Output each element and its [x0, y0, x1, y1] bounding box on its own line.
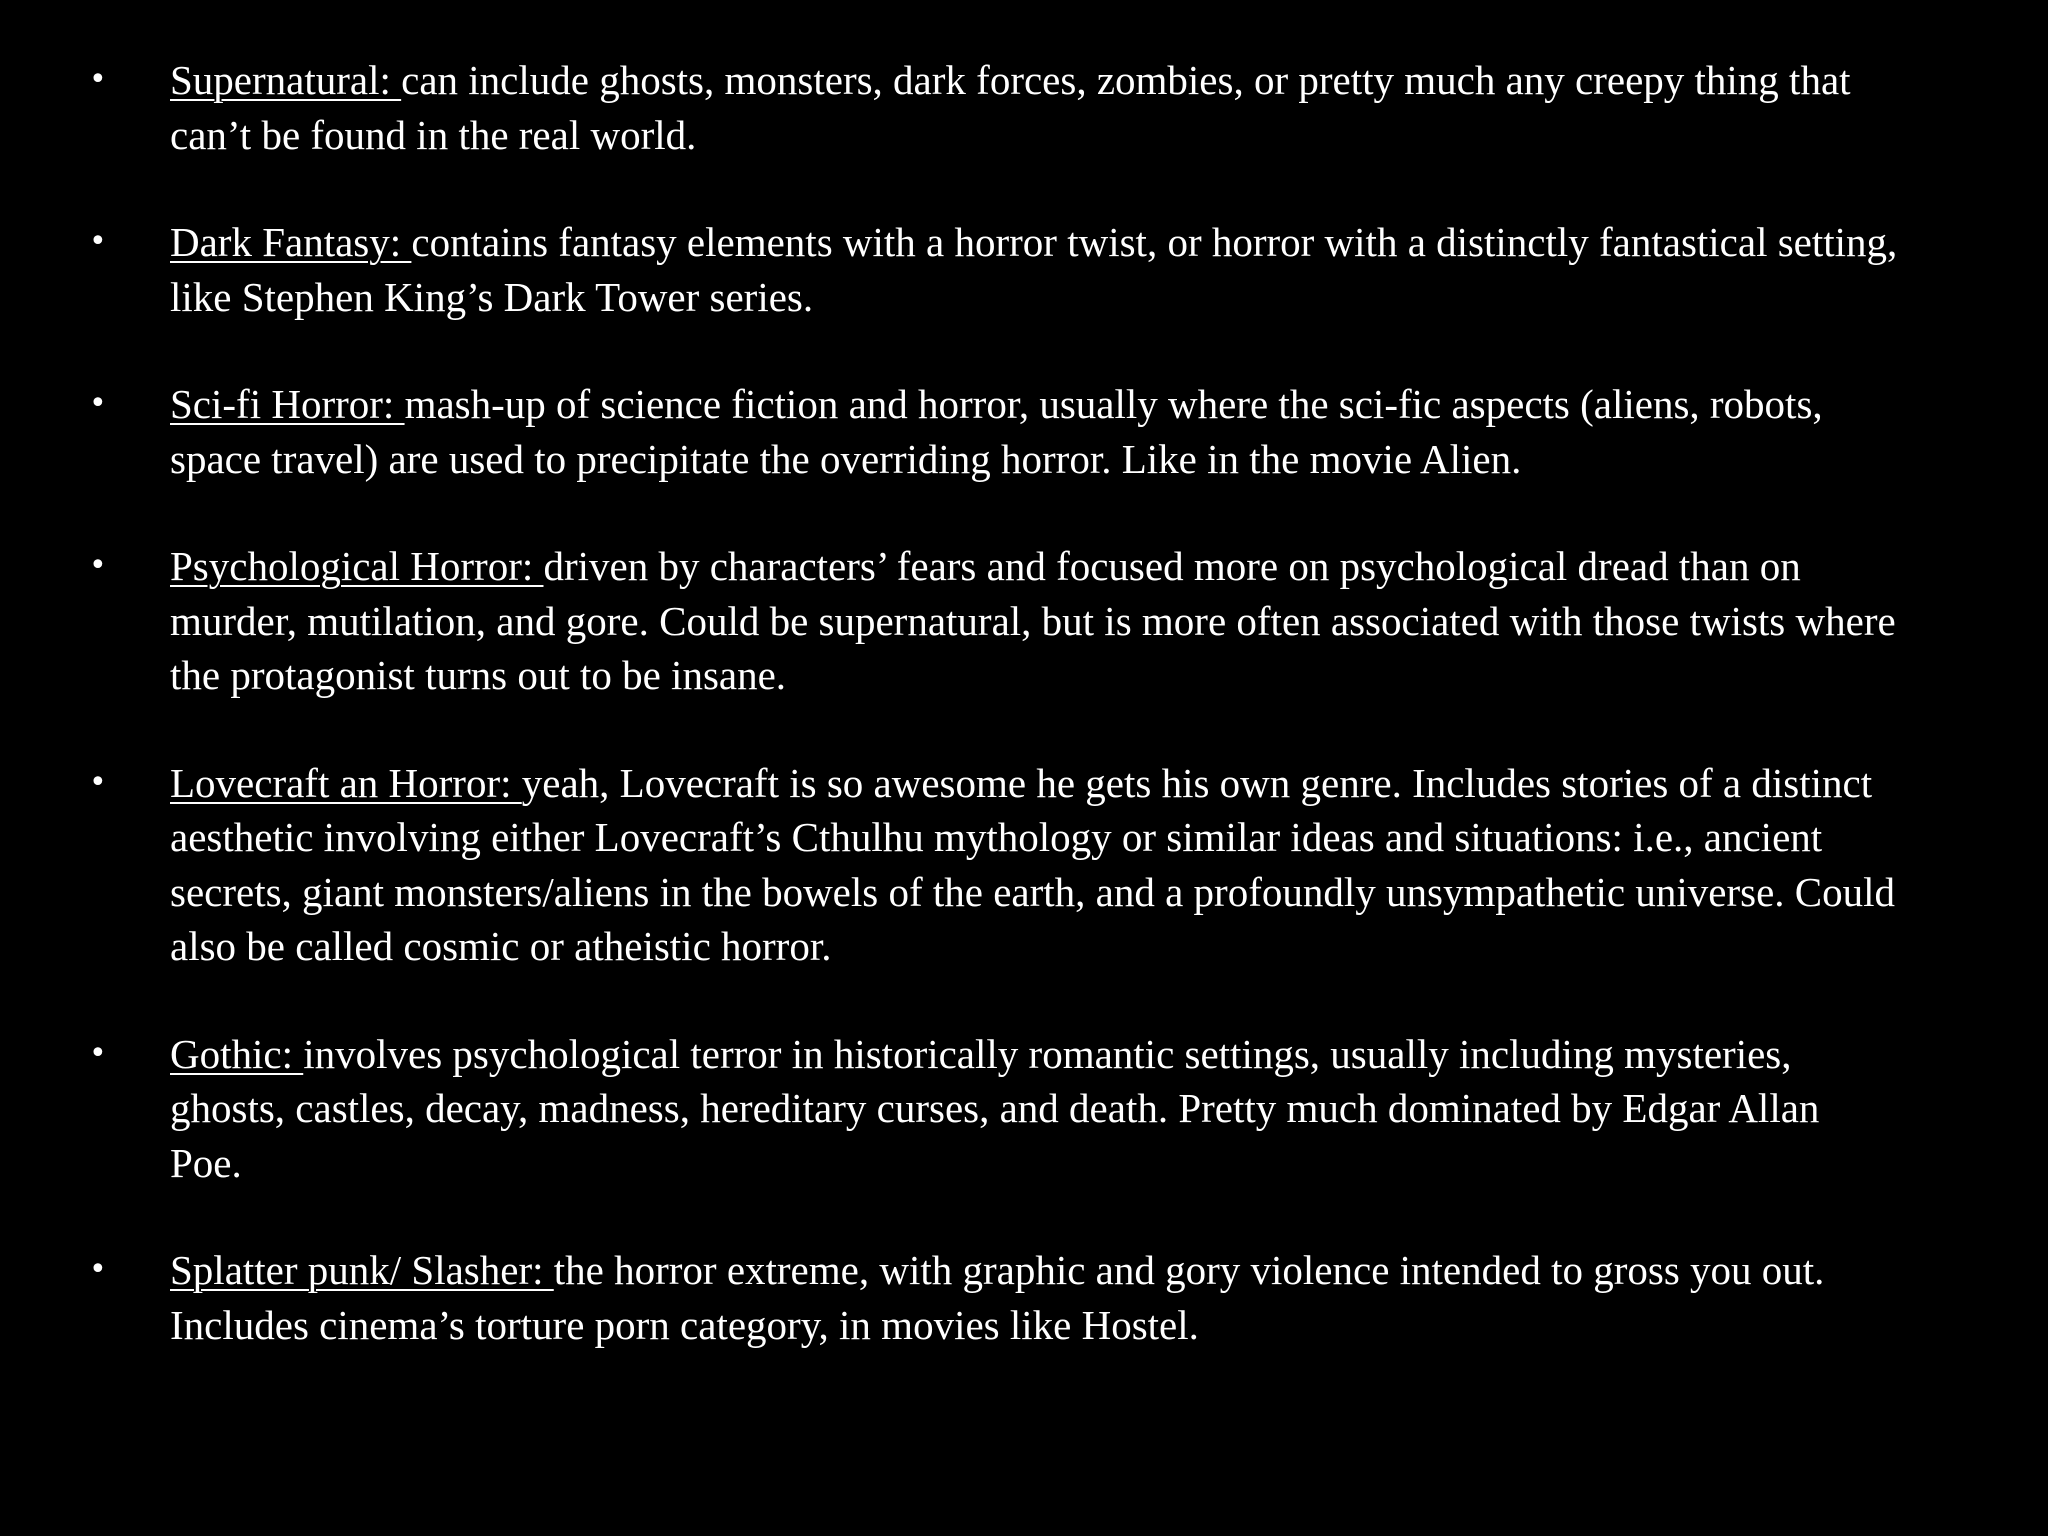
genre-term: Supernatural:	[170, 57, 402, 103]
bullet-icon: •	[89, 1035, 107, 1071]
bullet-icon: •	[89, 386, 107, 421]
genre-term: Sci-fi Horror:	[170, 381, 405, 427]
bullet-icon: •	[89, 62, 107, 97]
list-item-gothic	[0, 1027, 2048, 1191]
list-item-lovecraftian-horror	[0, 756, 2048, 974]
genre-description: the horror extreme, with graphic and gory violence intended to gross you out. Includes cinema’s torture porn category, in movies like Hostel.	[170, 1247, 1825, 1348]
genre-description: yeah, Lovecraft is so awesome he gets his own genre. Includes stories of a distinct aesthetic involving either Lovecraft’s Cthulhu mythology or similar ideas and situations: i.e., ancient secrets, giant monsters/aliens in the bowels of the earth, and a profoundly unsympathetic universe. Could also be called cosmic or atheistic horror.	[170, 759, 1896, 969]
genre-description: can include ghosts, monsters, dark forces, zombies, or pretty much any creepy thing that can’t be found in the real world.	[170, 57, 1851, 158]
bullet-icon: •	[89, 548, 107, 583]
genre-description: involves psychological terror in historically romantic settings, usually including mysteries, ghosts, castles, decay, madness, hereditary curses, and death. Pretty much dominated by Edgar Allan Poe.	[170, 1030, 1820, 1186]
bullet-icon: •	[89, 224, 107, 259]
genre-term: Gothic:	[170, 1030, 304, 1077]
list-item-supernatural	[0, 53, 2048, 162]
genre-description: driven by characters’ fears and focused more on psychological dread than on murder, mutilation, and gore. Could be supernatural, but is more often associated with those twists where the protagonist turns out to be insane.	[170, 543, 1896, 698]
list-item-sci-fi-horror	[0, 377, 2048, 486]
bullet-icon: •	[89, 1252, 107, 1287]
bullet-icon: •	[89, 764, 107, 800]
list-item-splatter-punk	[0, 1243, 2048, 1352]
list-item-dark-fantasy	[0, 215, 2048, 324]
genre-term: Psychological Horror:	[170, 543, 544, 589]
genre-description: mash-up of science fiction and horror, usually where the sci-fic aspects (aliens, robots, space travel) are used to precipitate the overriding horror. Like in the movie Alien.	[170, 381, 1823, 482]
genre-description: contains fantasy elements with a horror twist, or horror with a distinctly fantastical setting, like Stephen King’s Dark Tower series.	[170, 219, 1898, 320]
list-item-psychological-horror	[0, 539, 2048, 703]
genre-term: Splatter punk/ Slasher:	[170, 1247, 554, 1293]
genre-term: Dark Fantasy:	[170, 219, 412, 265]
genre-term: Lovecraft an Horror:	[170, 759, 522, 806]
genre-bullet-list	[0, 53, 2048, 1405]
